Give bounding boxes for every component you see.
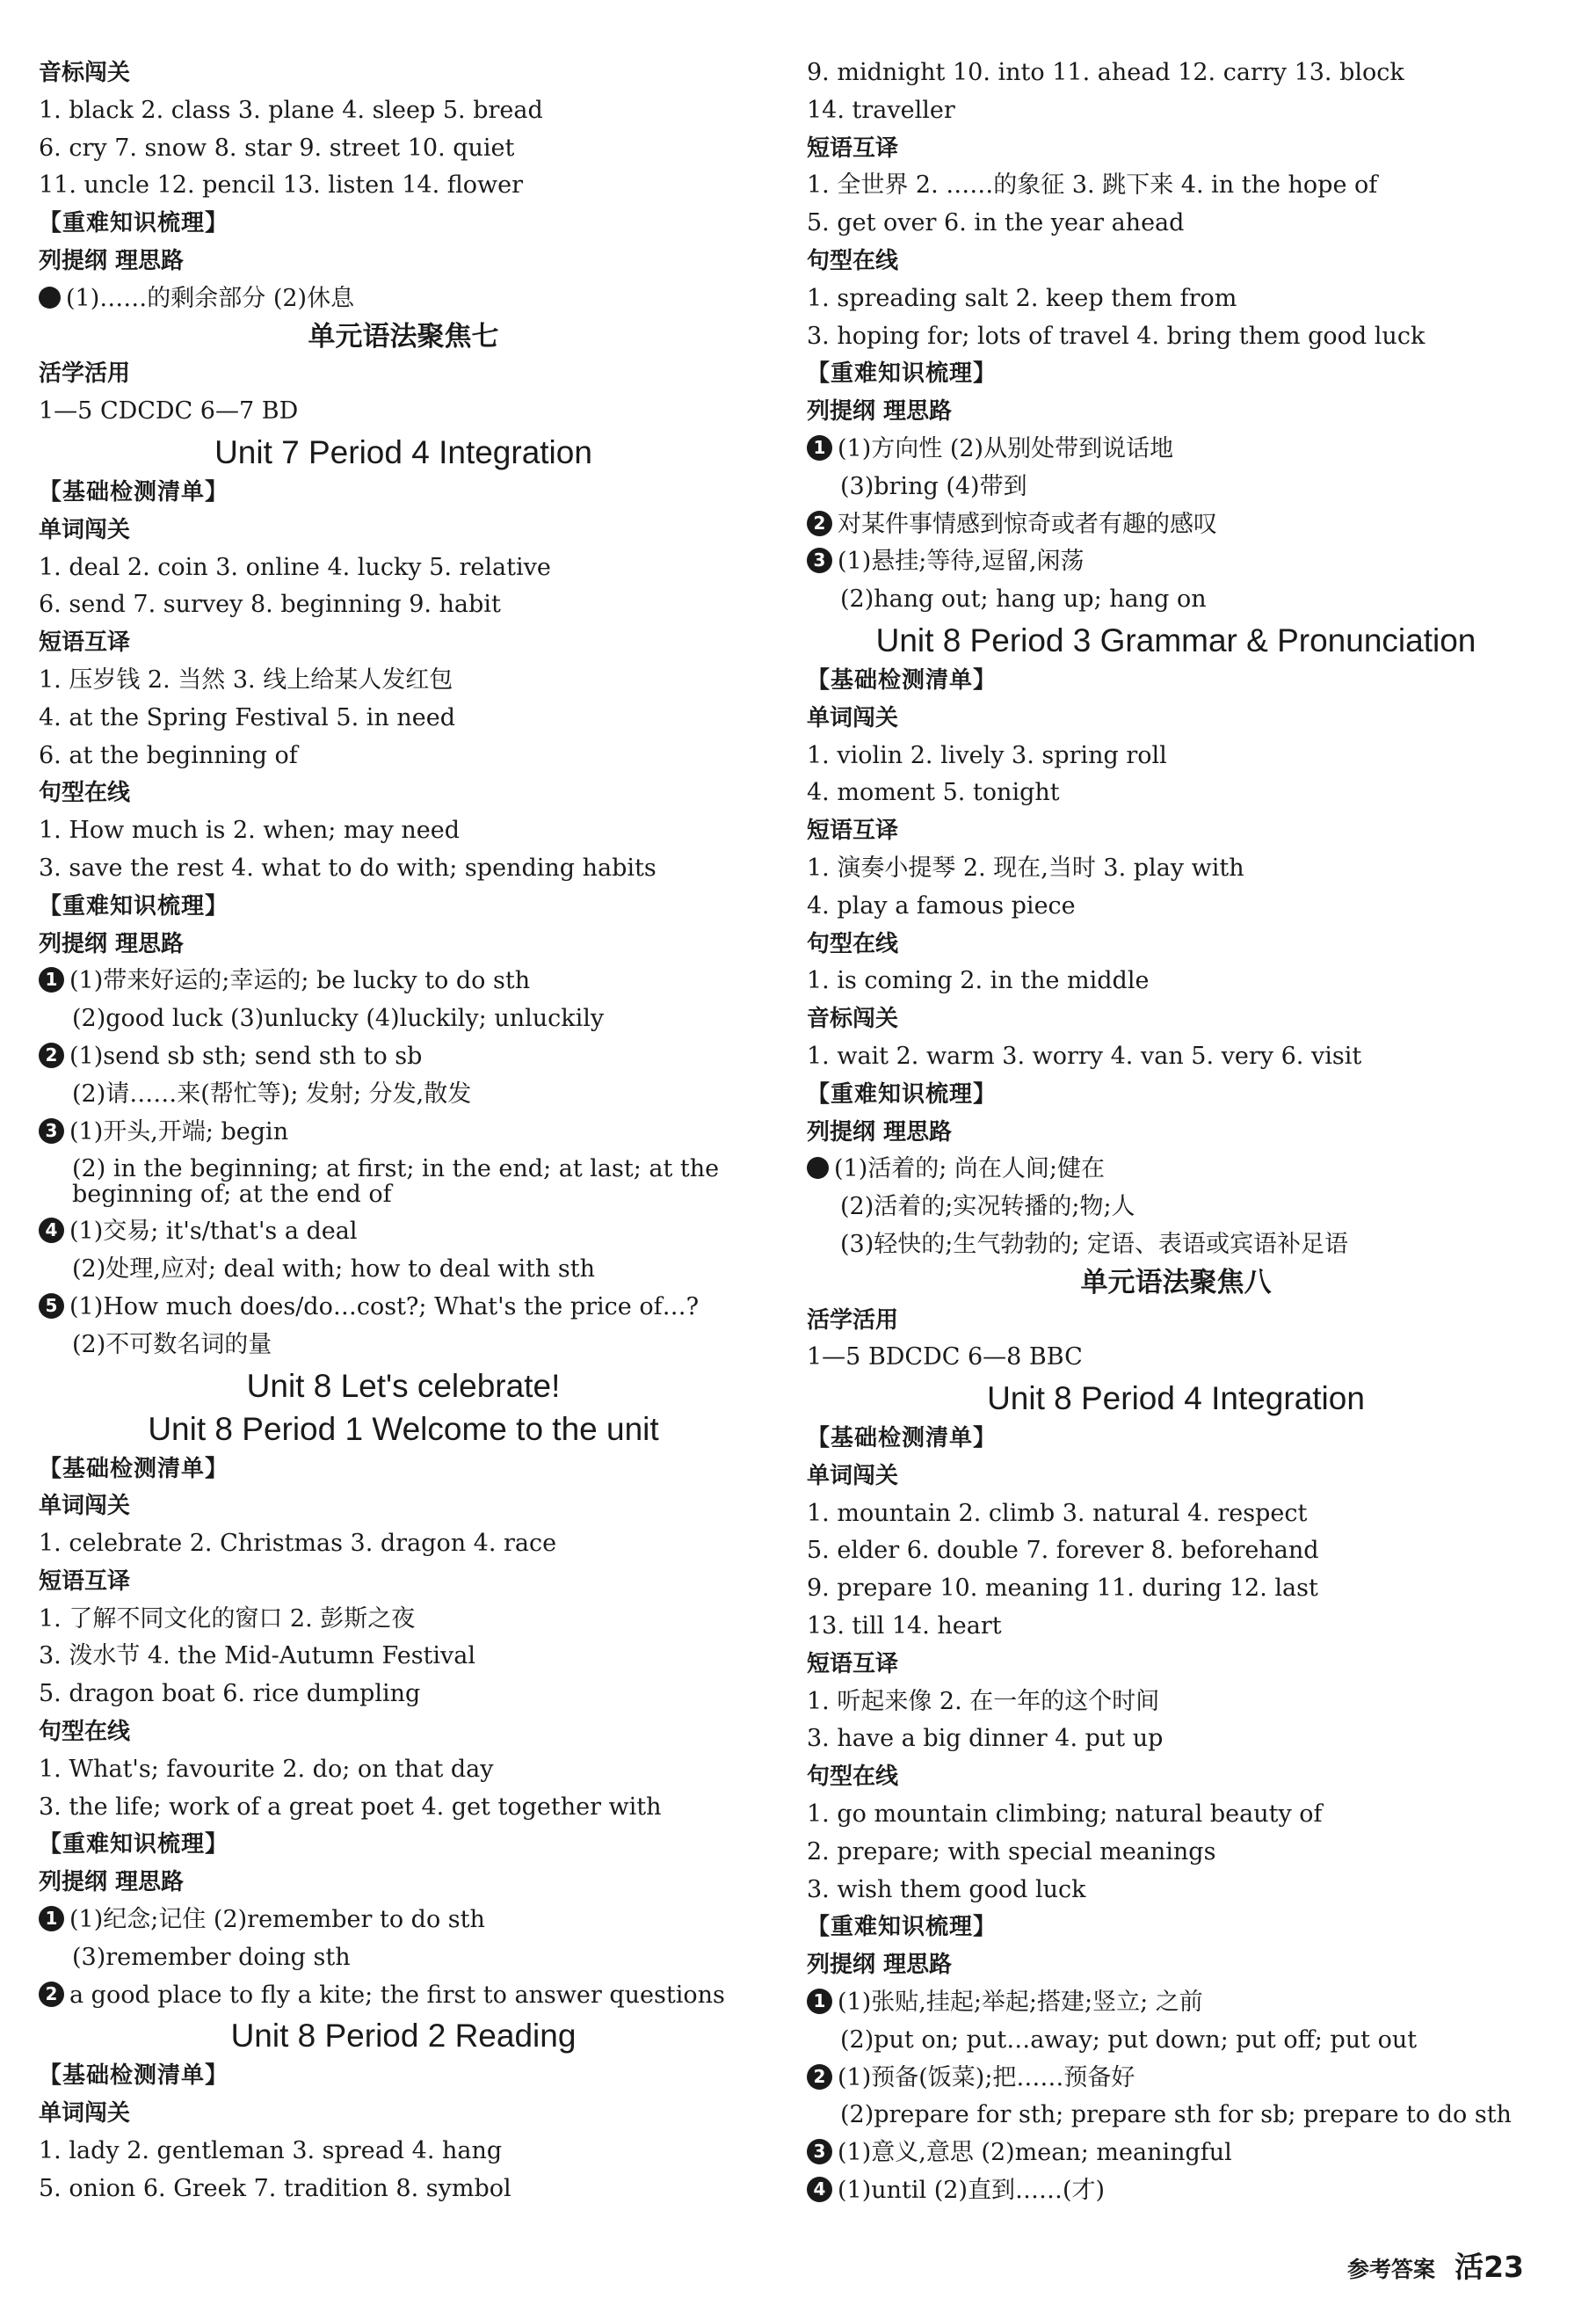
grammar-focus-title: 单元语法聚焦八	[1080, 1266, 1272, 1298]
section-heading: 句型在线	[39, 1719, 131, 1746]
number-2-icon: 2	[39, 1982, 64, 2007]
number-1-icon: 1	[39, 1906, 64, 1931]
section-title: 【重难知识梳理】	[807, 1080, 997, 1108]
answer-line: (3)remember doing sth	[72, 1943, 351, 1971]
section-heading: 活学活用	[39, 360, 131, 388]
answer-line: 1—5 BDCDC 6—8 BBC	[807, 1343, 1083, 1371]
answer-line: 4 (1)until (2)直到……(才)	[807, 2172, 1545, 2210]
section-heading: 单词闯关	[39, 2100, 131, 2127]
section-heading: 句型在线	[807, 247, 899, 274]
answer-line: 3. save the rest 4. what to do with; spending habits	[39, 854, 657, 882]
number-1-icon: 1	[39, 967, 64, 993]
answer-line: 1. 听起来像 2. 在一年的这个时间	[807, 1687, 1160, 1715]
answer-line: 9. midnight 10. into 11. ahead 12. carry 13. block	[807, 59, 1404, 86]
section-heading: 活学活用	[807, 1306, 899, 1334]
answer-line: 4. at the Spring Festival 5. in need	[39, 703, 455, 731]
answer-line: 3. the life; work of a great poet 4. get together with	[39, 1793, 662, 1821]
answer-line: (1)活着的; 尚在人间;健在	[807, 1151, 1545, 1189]
section-heading: 短语互译	[39, 629, 131, 657]
answer-line: 1. 压岁钱 2. 当然 3. 线上给某人发红包	[39, 665, 453, 694]
answer-line: 4 (1)交易; it's/that's a deal	[39, 1213, 768, 1251]
number-3-icon: 3	[807, 2139, 832, 2164]
answer-line: 3 (1)开头,开端; begin	[39, 1114, 768, 1152]
unit-title: Unit 8 Period 3 Grammar & Pronunciation	[875, 622, 1476, 658]
answer-line: 2 (1)预备(饭菜);把……预备好	[807, 2060, 1545, 2098]
answer-line: 13. till 14. heart	[807, 1612, 1002, 1640]
answer-line: 3. hoping for; lots of travel 4. bring them good luck	[807, 322, 1426, 350]
answer-line: 1. spreading salt 2. keep them from	[807, 284, 1237, 312]
page-number: 活23	[1455, 2250, 1524, 2284]
answer-line: 5. dragon boat 6. rice dumpling	[39, 1680, 421, 1708]
section-title: 【基础检测清单】	[807, 666, 997, 694]
answer-line: 2. prepare; with special meanings	[807, 1837, 1216, 1865]
answer-line: (2)put on; put…away; put down; put off; put out	[840, 2025, 1418, 2054]
number-4-icon: 4	[807, 2177, 832, 2202]
footer-label: 参考答案	[1347, 2257, 1436, 2282]
answer-line: (2)good luck (3)unlucky (4)luckily; unluckily	[72, 1005, 605, 1033]
answer-line: 1. How much is 2. when; may need	[39, 817, 461, 845]
filled-circle-icon	[807, 1157, 829, 1179]
answer-line: 1. black 2. class 3. plane 4. sleep 5. bread	[39, 96, 543, 124]
number-2-icon: 2	[807, 2064, 832, 2090]
answer-line: 5 (1)How much does/do…cost?; What's the price of…?	[39, 1289, 768, 1327]
unit-title: Unit 7 Period 4 Integration	[214, 433, 592, 470]
section-heading: 单词闯关	[807, 1462, 899, 1489]
section-heading: 短语互译	[39, 1567, 131, 1595]
number-3-icon: 3	[807, 548, 832, 573]
answer-line: (1)……的剩余部分 (2)休息	[39, 280, 768, 318]
answer-line: 1. What's; favourite 2. do; on that day	[39, 1755, 494, 1783]
section-heading: 列提纲 理思路	[39, 1869, 185, 1896]
section-title: 【基础检测清单】	[807, 1425, 997, 1452]
right-column	[807, 55, 1545, 2210]
answer-line: 1. 了解不同文化的窗口 2. 彭斯之夜	[39, 1604, 416, 1633]
number-2-icon: 2	[807, 511, 832, 536]
section-title: 【重难知识梳理】	[39, 1831, 229, 1858]
answer-line: (2)处理,应对; deal with; how to deal with sth	[72, 1255, 596, 1284]
answer-line: 1 (1)张贴,挂起;举起;搭建;竖立; 之前	[807, 1984, 1545, 2022]
answer-line: 3 (1)意义,意思 (2)mean; meaningful	[807, 2135, 1545, 2172]
answer-line: 6. at the beginning of	[39, 741, 298, 769]
section-heading: 音标闯关	[807, 1006, 899, 1033]
section-heading: 列提纲 理思路	[807, 1118, 953, 1145]
answer-line: (2) in the beginning; at first; in the end; at last; at the beginning of; at the end of	[72, 1155, 720, 1209]
section-heading: 单词闯关	[39, 1493, 131, 1520]
answer-line: 6. send 7. survey 8. beginning 9. habit	[39, 591, 501, 619]
answer-line: 3. have a big dinner 4. put up	[807, 1725, 1164, 1753]
answer-line: (2)请……来(帮忙等); 发射; 分发,散发	[72, 1080, 472, 1108]
unit-title: Unit 8 Period 4 Integration	[987, 1380, 1365, 1417]
section-title: 【基础检测清单】	[39, 2062, 229, 2090]
section-heading: 短语互译	[807, 135, 899, 162]
answer-line: (3)轻快的;生气勃勃的; 定语、表语或宾语补足语	[840, 1230, 1349, 1258]
answer-line: 5. get over 6. in the year ahead	[807, 209, 1185, 237]
page-footer	[1347, 2245, 1524, 2289]
answer-line: 1 (1)带来好运的;幸运的; be lucky to do sth	[39, 963, 768, 1000]
answer-line: 4. moment 5. tonight	[807, 779, 1060, 807]
answer-line: 2 a good place to fly a kite; the first to answer questions	[39, 1977, 768, 2015]
answer-line: (3)bring (4)带到	[840, 472, 1027, 500]
number-1-icon: 1	[807, 1989, 832, 2014]
answer-line: (2)prepare for sth; prepare sth for sb; prepare to do sth	[840, 2101, 1512, 2129]
answer-line: 5. elder 6. double 7. forever 8. beforehand	[807, 1537, 1319, 1565]
number-4-icon: 4	[39, 1218, 64, 1243]
answer-line: 6. cry 7. snow 8. star 9. street 10. quiet	[39, 134, 515, 162]
answer-line: 11. uncle 12. pencil 13. listen 14. flower	[39, 171, 523, 200]
section-heading: 句型在线	[807, 930, 899, 957]
section-title: 【重难知识梳理】	[39, 210, 229, 237]
section-heading: 列提纲 理思路	[39, 247, 185, 274]
section-heading: 列提纲 理思路	[807, 398, 953, 425]
number-2-icon: 2	[39, 1043, 64, 1068]
answer-line: (2)hang out; hang up; hang on	[840, 585, 1207, 614]
answer-line: 1. is coming 2. in the middle	[807, 967, 1150, 995]
answer-line: 1. go mountain climbing; natural beauty of	[807, 1800, 1323, 1829]
answer-line: 2 对某件事情感到惊奇或者有趣的感叹	[807, 506, 1545, 544]
filled-circle-icon	[39, 287, 61, 309]
number-5-icon: 5	[39, 1293, 64, 1319]
section-title: 【基础检测清单】	[39, 478, 229, 505]
answer-line: (2)不可数名词的量	[72, 1330, 272, 1358]
answer-line: 1—5 CDCDC 6—7 BD	[39, 397, 299, 425]
answer-line: 4. play a famous piece	[807, 891, 1076, 920]
section-heading: 短语互译	[807, 1650, 899, 1677]
unit-title: Unit 8 Period 1 Welcome to the unit	[148, 1410, 659, 1447]
section-heading: 单词闯关	[39, 516, 131, 543]
answer-line: 3. 泼水节 4. the Mid-Autumn Festival	[39, 1642, 476, 1670]
section-heading: 句型在线	[807, 1764, 899, 1791]
answer-line: 1 (1)纪念;记住 (2)remember to do sth	[39, 1902, 768, 1939]
section-title: 【重难知识梳理】	[807, 360, 997, 388]
section-title: 【重难知识梳理】	[39, 892, 229, 920]
answer-line: 5. onion 6. Greek 7. tradition 8. symbol	[39, 2174, 511, 2202]
answer-line: 9. prepare 10. meaning 11. during 12. last	[807, 1575, 1318, 1603]
answer-line: 1. lady 2. gentleman 3. spread 4. hang	[39, 2137, 503, 2165]
answer-line: 1. violin 2. lively 3. spring roll	[807, 741, 1167, 769]
answer-line: 1. 全世界 2. ……的象征 3. 跳下来 4. in the hope of	[807, 171, 1378, 200]
section-title: 【重难知识梳理】	[807, 1914, 997, 1941]
answer-line: 3 (1)悬挂;等待,逗留,闲荡	[807, 543, 1545, 581]
answer-line: (2)活着的;实况转播的;物;人	[840, 1193, 1135, 1221]
number-1-icon: 1	[807, 435, 832, 461]
unit-title: Unit 8 Let's celebrate!	[246, 1367, 561, 1404]
unit-title: Unit 8 Period 2 Reading	[230, 2018, 577, 2055]
section-heading: 列提纲 理思路	[39, 930, 185, 957]
section-heading: 列提纲 理思路	[807, 1952, 953, 1979]
answer-line: 1. wait 2. warm 3. worry 4. van 5. very 6. visit	[807, 1042, 1362, 1070]
answer-line: 1 (1)方向性 (2)从别处带到说话地	[807, 431, 1545, 469]
answer-line: 1. 演奏小提琴 2. 现在,当时 3. play with	[807, 854, 1244, 882]
section-heading: 句型在线	[39, 780, 131, 807]
answer-line: 14. traveller	[807, 96, 955, 124]
grammar-focus-title: 单元语法聚焦七	[308, 320, 499, 353]
number-3-icon: 3	[39, 1118, 64, 1144]
answer-line: 1. celebrate 2. Christmas 3. dragon 4. race	[39, 1530, 557, 1558]
answer-line: 1. deal 2. coin 3. online 4. lucky 5. relative	[39, 553, 551, 581]
answer-line: 3. wish them good luck	[807, 1875, 1086, 1903]
section-title: 【基础检测清单】	[39, 1455, 229, 1482]
section-heading: 音标闯关	[39, 60, 131, 86]
section-heading: 单词闯关	[807, 704, 899, 731]
answer-line: 1. mountain 2. climb 3. natural 4. respect	[807, 1499, 1308, 1527]
section-heading: 短语互译	[807, 818, 899, 845]
answer-line: 2 (1)send sb sth; send sth to sb	[39, 1038, 768, 1076]
left-column	[39, 55, 768, 2208]
